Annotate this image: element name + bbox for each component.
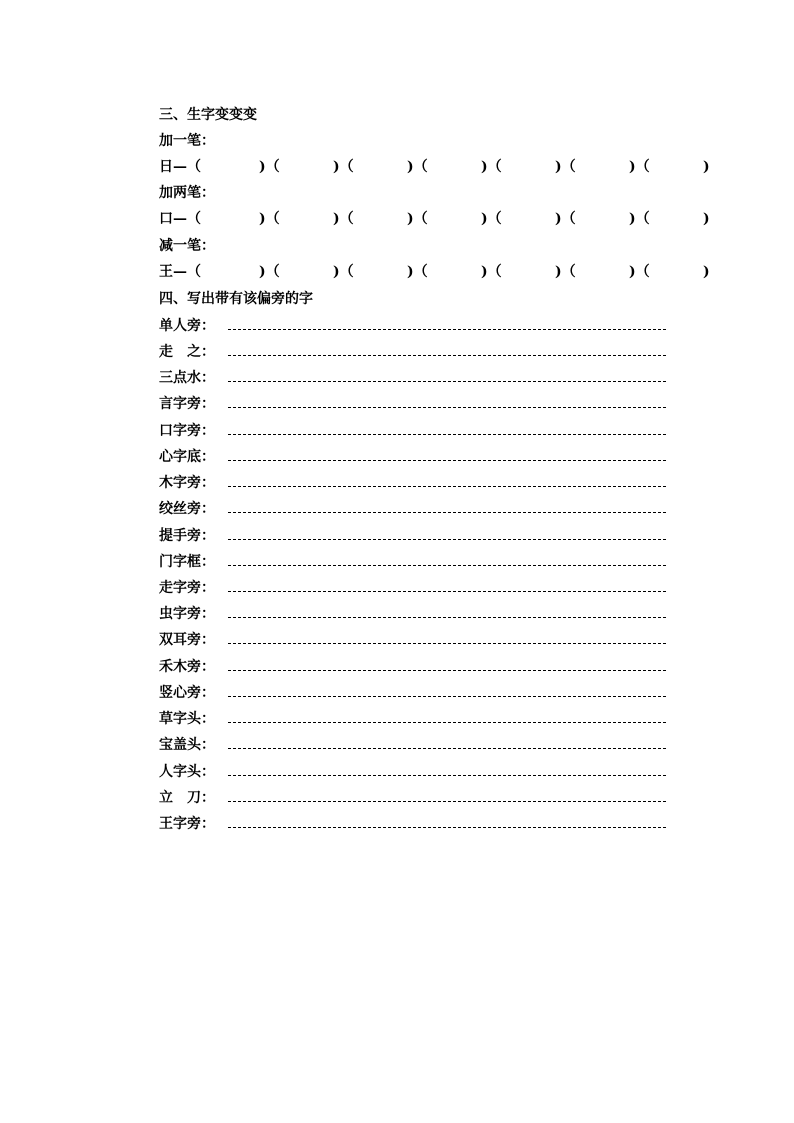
paren-pair: )（	[481, 264, 502, 280]
paren-pair: )（	[259, 264, 280, 280]
answer-line[interactable]	[228, 539, 666, 540]
paren-pair: )（	[555, 159, 576, 175]
paren-pair: )（	[407, 211, 428, 227]
radical-label-roof-top: 宝盖头：	[159, 737, 215, 753]
answer-line[interactable]	[228, 643, 666, 644]
paren-pair: )（	[629, 264, 650, 280]
add-two-strokes-row	[159, 209, 719, 229]
answer-line[interactable]	[228, 565, 666, 566]
radical-label-silk: 绞丝旁：	[159, 501, 215, 517]
radical-label-hand: 提手旁：	[159, 528, 215, 544]
paren-pair: )（	[407, 159, 428, 175]
paren-pair: )（	[481, 159, 502, 175]
paren-pair: )（	[333, 159, 354, 175]
paren-pair: )（	[333, 211, 354, 227]
radical-label-mouth: 口字旁：	[159, 423, 215, 439]
paren-pair: )（	[555, 211, 576, 227]
subtract-one-stroke-label: 减一笔：	[159, 238, 215, 254]
answer-line[interactable]	[228, 617, 666, 618]
radical-label-grass-top: 草字头：	[159, 711, 215, 727]
paren-pair: )（	[259, 211, 280, 227]
radical-label-wood: 木字旁：	[159, 475, 215, 491]
answer-line[interactable]	[228, 696, 666, 697]
answer-line[interactable]	[228, 460, 666, 461]
radical-label-upright-heart: 竖心旁：	[159, 685, 215, 701]
radical-label-three-dots-water: 三点水：	[159, 370, 215, 386]
radical-label-walk: 走 之：	[159, 344, 215, 360]
answer-line[interactable]	[228, 827, 666, 828]
add-two-strokes-label: 加两笔：	[159, 185, 215, 201]
radical-label-standing-knife: 立 刀：	[159, 790, 215, 806]
answer-line[interactable]	[228, 434, 666, 435]
paren-pair: )（	[333, 264, 354, 280]
add-one-stroke-label: 加一笔：	[159, 133, 215, 149]
answer-line[interactable]	[228, 748, 666, 749]
paren-close: )	[703, 159, 710, 175]
paren-pair: )（	[407, 264, 428, 280]
answer-line[interactable]	[228, 722, 666, 723]
answer-line[interactable]	[228, 355, 666, 356]
section4-title: 四、写出带有该偏旁的字	[159, 291, 313, 307]
radical-label-door-frame: 门字框：	[159, 554, 215, 570]
paren-pair: )（	[259, 159, 280, 175]
radical-label-run: 走字旁：	[159, 580, 215, 596]
answer-line[interactable]	[228, 591, 666, 592]
paren-close: )	[703, 264, 710, 280]
subtract-one-stroke-row	[159, 262, 719, 282]
radical-label-person-top: 人字头：	[159, 764, 215, 780]
radical-label-insect: 虫字旁：	[159, 606, 215, 622]
answer-line[interactable]	[228, 775, 666, 776]
paren-pair: )（	[481, 211, 502, 227]
add-one-stroke-row	[159, 157, 719, 177]
answer-line[interactable]	[228, 670, 666, 671]
answer-line[interactable]	[228, 329, 666, 330]
radical-label-speech: 言字旁：	[159, 396, 215, 412]
answer-line[interactable]	[228, 512, 666, 513]
answer-line[interactable]	[228, 486, 666, 487]
paren-close: )	[703, 211, 710, 227]
answer-line[interactable]	[228, 801, 666, 802]
answer-line[interactable]	[228, 381, 666, 382]
radical-label-single-person: 单人旁：	[159, 318, 215, 334]
radical-label-heart-bottom: 心字底：	[159, 449, 215, 465]
paren-pair: )（	[629, 211, 650, 227]
row-prefix: 口—（	[159, 211, 201, 227]
radical-label-double-ear: 双耳旁：	[159, 632, 215, 648]
row-prefix: 王—（	[159, 264, 201, 280]
radical-label-king: 王字旁：	[159, 816, 215, 832]
section3-title: 三、生字变变变	[159, 107, 257, 123]
paren-pair: )（	[555, 264, 576, 280]
row-prefix: 日—（	[159, 159, 201, 175]
answer-line[interactable]	[228, 407, 666, 408]
paren-pair: )（	[629, 159, 650, 175]
radical-label-grain: 禾木旁：	[159, 659, 215, 675]
